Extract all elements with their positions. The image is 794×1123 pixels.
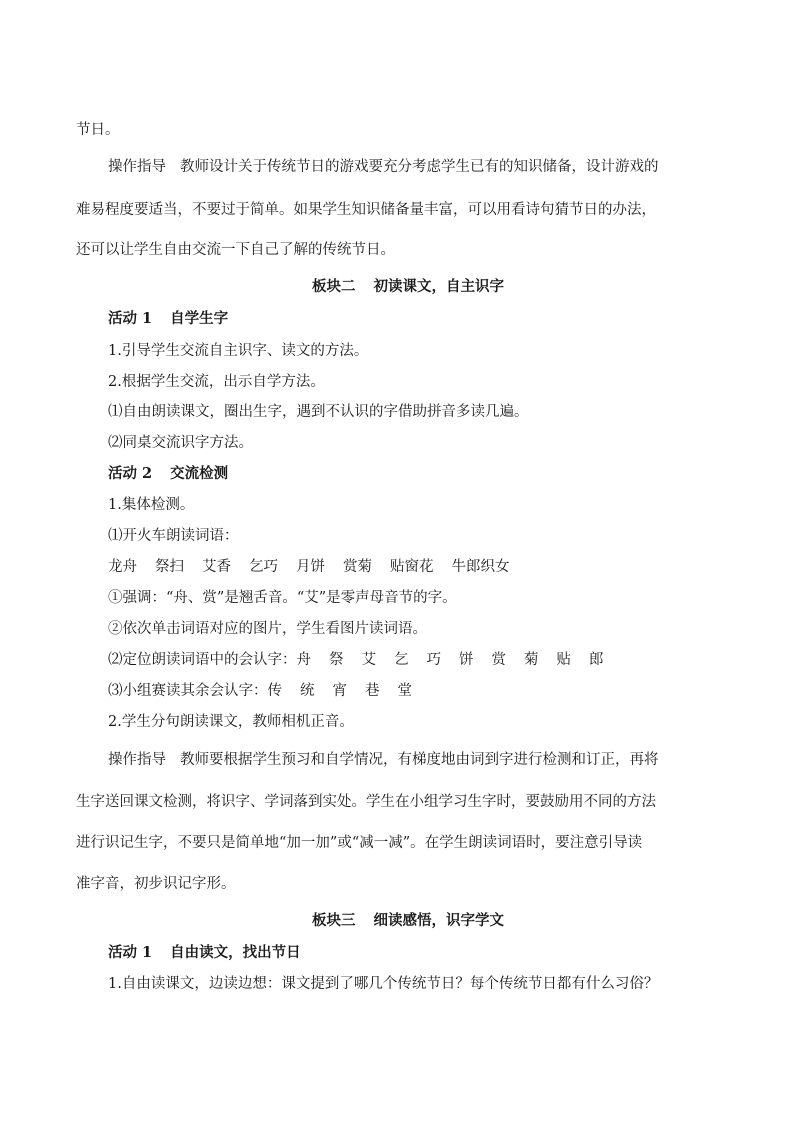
paragraph-tail: 节日。 xyxy=(76,122,120,138)
guide-paragraph-1-line-1 xyxy=(108,157,659,177)
char: 乞 xyxy=(394,652,409,668)
char: 统 xyxy=(300,683,315,699)
guide-text: 教师要根据学生预习和自学情况，有梯度地由词到字进行检测和订正，再将 xyxy=(180,752,659,768)
char: 艾 xyxy=(361,652,376,668)
guide-paragraph-1-line-3: 还可以让学生自由交流一下自己了解的传统节日。 xyxy=(76,242,395,258)
word: 艾香 xyxy=(202,559,231,575)
word: 赏菊 xyxy=(343,559,372,575)
guide-paragraph-2-line-2: 生字送回课文检测，将识字、学词落到实处。学生在小组学习生字时，要鼓励用不同的方法 xyxy=(76,794,656,810)
char: 饼 xyxy=(459,652,474,668)
guide-paragraph-2-line-4: 准字音，初步识记字形。 xyxy=(76,876,236,892)
list-item: 2.学生分句朗读课文，教师相机正音。 xyxy=(108,714,354,730)
char: 巷 xyxy=(365,683,380,699)
char: 堂 xyxy=(397,683,412,699)
char-list-1 xyxy=(108,650,604,670)
list-item: 1.集体检测。 xyxy=(108,497,195,513)
word: 牛郎织女 xyxy=(451,559,510,575)
guide-label: 操作指导 xyxy=(108,159,166,175)
section-title: 板块二 xyxy=(312,278,356,295)
char: 菊 xyxy=(524,652,539,668)
activity-label: 活动 1 xyxy=(108,944,153,961)
char: 传 xyxy=(267,683,282,699)
activity-heading xyxy=(108,464,228,484)
char: 郎 xyxy=(589,652,604,668)
guide-paragraph-1-line-2: 难易程度要适当，不要过于简单。如果学生知识储备量丰富，可以用看诗句猜节日的办法， xyxy=(76,202,656,218)
list-item: 1.自由读课文，边读边想：课文提到了哪几个传统节日？每个传统节日都有什么习俗？ xyxy=(108,976,659,992)
char: 贴 xyxy=(556,652,571,668)
char-list-label: ⑶小组赛读其余会认字： xyxy=(108,683,268,699)
guide-text: 教师设计关于传统节日的游戏要充分考虑学生已有的知识储备，设计游戏的 xyxy=(180,159,659,175)
activity-label: 活动 2 xyxy=(108,465,153,482)
activity-heading xyxy=(108,943,301,963)
word: 月饼 xyxy=(296,559,325,575)
guide-label: 操作指导 xyxy=(108,752,166,768)
guide-paragraph-2-line-1 xyxy=(108,750,659,770)
list-item: ⑴开火车朗读词语： xyxy=(108,528,239,544)
activity-title: 自由读文，找出节日 xyxy=(170,944,301,961)
activity-label: 活动 1 xyxy=(108,310,153,327)
section-subtitle: 初读课文，自主识字 xyxy=(373,278,504,295)
activity-title: 交流检测 xyxy=(170,465,229,482)
word: 乞巧 xyxy=(249,559,278,575)
section-subtitle: 细读感悟，识字学文 xyxy=(373,912,504,929)
char-list-label: ⑵定位朗读词语中的会认字： xyxy=(108,652,297,668)
char: 赏 xyxy=(491,652,506,668)
char: 巧 xyxy=(426,652,441,668)
list-item: 1.引导学生交流自主识字、读文的方法。 xyxy=(108,343,369,359)
guide-paragraph-2-line-3: 进行识记生字，不要只是简单地“加一加”或“减一减”。在学生朗读词语时，要注意引导读 xyxy=(76,835,643,851)
word: 龙舟 xyxy=(108,559,137,575)
word: 贴窗花 xyxy=(390,559,434,575)
note: ②依次单击词语对应的图片，学生看图片读词语。 xyxy=(108,621,427,637)
note: ①强调：“舟、赏”是翘舌音。“艾”是零声母音节的字。 xyxy=(108,590,457,606)
char: 舟 xyxy=(296,652,311,668)
activity-heading xyxy=(108,309,228,329)
char-list-2 xyxy=(108,681,412,701)
char: 宵 xyxy=(332,683,347,699)
activity-title: 自学生字 xyxy=(170,310,229,327)
section-2-heading xyxy=(312,277,504,297)
word: 祭扫 xyxy=(155,559,184,575)
list-item: ⑴自由朗读课文，圈出生字，遇到不认识的字借助拼音多读几遍。 xyxy=(108,404,529,420)
word-list xyxy=(108,557,510,577)
list-item: ⑵同桌交流识字方法。 xyxy=(108,435,253,451)
section-3-heading xyxy=(312,911,504,931)
section-title: 板块三 xyxy=(312,912,356,929)
list-item: 2.根据学生交流，出示自学方法。 xyxy=(108,374,325,390)
char: 祭 xyxy=(329,652,344,668)
